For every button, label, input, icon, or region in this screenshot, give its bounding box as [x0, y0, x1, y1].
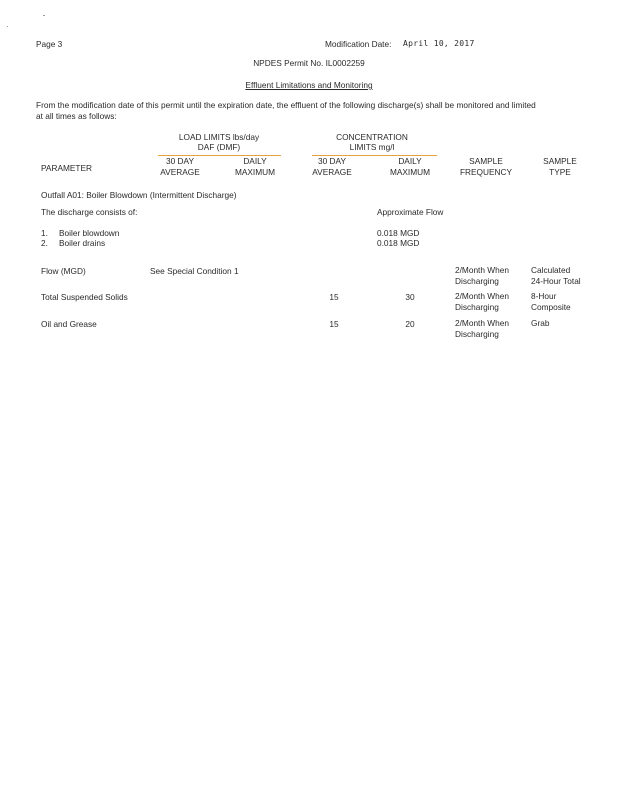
- col-sample-frequency-2: FREQUENCY: [459, 167, 513, 177]
- col-sample-type-1: SAMPLE: [543, 156, 577, 166]
- row-frequency-1: 2/Month When: [455, 265, 509, 275]
- row-frequency-1: 2/Month When: [455, 291, 509, 301]
- permit-number: NPDES Permit No. IL0002259: [253, 58, 365, 68]
- list-item-num: 2.: [41, 238, 48, 248]
- row-parameter: Flow (MGD): [41, 266, 86, 276]
- row-sample-type-1: 8-Hour: [531, 291, 557, 301]
- list-item-flow: 0.018 MGD: [377, 238, 420, 248]
- row-conc-avg: 15: [329, 319, 339, 329]
- row-sample-type-1: Grab: [531, 318, 550, 328]
- conc-limits-header-1: CONCENTRATION: [336, 132, 408, 142]
- section-title: Effluent Limitations and Monitoring: [245, 80, 373, 90]
- scan-speck: [43, 15, 45, 16]
- row-parameter: Total Suspended Solids: [41, 292, 128, 302]
- col-sample-frequency-1: SAMPLE: [469, 156, 503, 166]
- col-conc-daily-2: MAXIMUM: [389, 167, 431, 177]
- list-item-name: Boiler drains: [59, 238, 106, 248]
- list-item-num: 1.: [41, 228, 48, 238]
- row-frequency-1: 2/Month When: [455, 318, 509, 328]
- col-sample-type: [530, 156, 590, 178]
- page-number: Page 3: [36, 39, 63, 49]
- col-conc-30day-1: 30 DAY: [318, 156, 346, 166]
- col-load-daily-2: MAXIMUM: [234, 167, 276, 177]
- col-load-30day-1: 30 DAY: [166, 156, 194, 166]
- row-note: See Special Condition 1: [150, 266, 239, 276]
- row-frequency-2: Discharging: [455, 329, 499, 339]
- row-sample-type-2: 24-Hour Total: [531, 276, 581, 286]
- conc-limits-header-2: LIMITS mg/l: [349, 142, 395, 152]
- modification-label: Modification Date:: [325, 39, 392, 49]
- col-load-30day: [150, 156, 210, 178]
- col-load-daily-1: DAILY: [243, 156, 267, 166]
- load-limits-header-1: LOAD LIMITS lbs/day: [178, 132, 260, 142]
- row-sample-type-1: Calculated: [531, 265, 571, 275]
- row-conc-max: 30: [405, 292, 415, 302]
- modification-date: April 10, 2017: [403, 39, 475, 48]
- row-sample-type: [531, 291, 571, 313]
- list-item-name: Boiler blowdown: [59, 228, 120, 238]
- intro-line-1: From the modification date of this permit until the expiration date, the effluent of the following discharge(s) shall be monitored and limited: [36, 100, 536, 110]
- row-conc-avg: 15: [329, 292, 339, 302]
- col-conc-30day: [302, 156, 362, 178]
- discharge-consists: The discharge consists of:: [41, 207, 138, 217]
- list-item-flow: 0.018 MGD: [377, 228, 420, 238]
- row-parameter: Oil and Grease: [41, 319, 97, 329]
- col-sample-type-2: TYPE: [549, 167, 571, 177]
- approx-flow-label: Approximate Flow: [377, 207, 444, 217]
- row-frequency: [455, 265, 509, 287]
- col-conc-daily-1: DAILY: [398, 156, 422, 166]
- load-limits-header-2: DAF (DMF): [197, 142, 241, 152]
- row-sample-type: [531, 265, 581, 287]
- row-frequency-2: Discharging: [455, 302, 499, 312]
- intro-line-2: at all times as follows:: [36, 111, 117, 121]
- col-parameter: PARAMETER: [41, 163, 93, 173]
- col-conc-30day-2: AVERAGE: [312, 167, 352, 177]
- col-conc-daily: [380, 156, 440, 178]
- col-load-30day-2: AVERAGE: [160, 167, 200, 177]
- outfall-title: Outfall A01: Boiler Blowdown (Intermittent Discharge): [41, 190, 237, 200]
- col-load-daily: [225, 156, 285, 178]
- row-conc-max: 20: [405, 319, 415, 329]
- row-sample-type: [531, 318, 549, 329]
- row-frequency-2: Discharging: [455, 276, 499, 286]
- col-sample-frequency: [450, 156, 522, 178]
- row-frequency: [455, 318, 509, 340]
- row-sample-type-2: Composite: [531, 302, 571, 312]
- row-frequency: [455, 291, 509, 313]
- scan-speck: [7, 26, 8, 27]
